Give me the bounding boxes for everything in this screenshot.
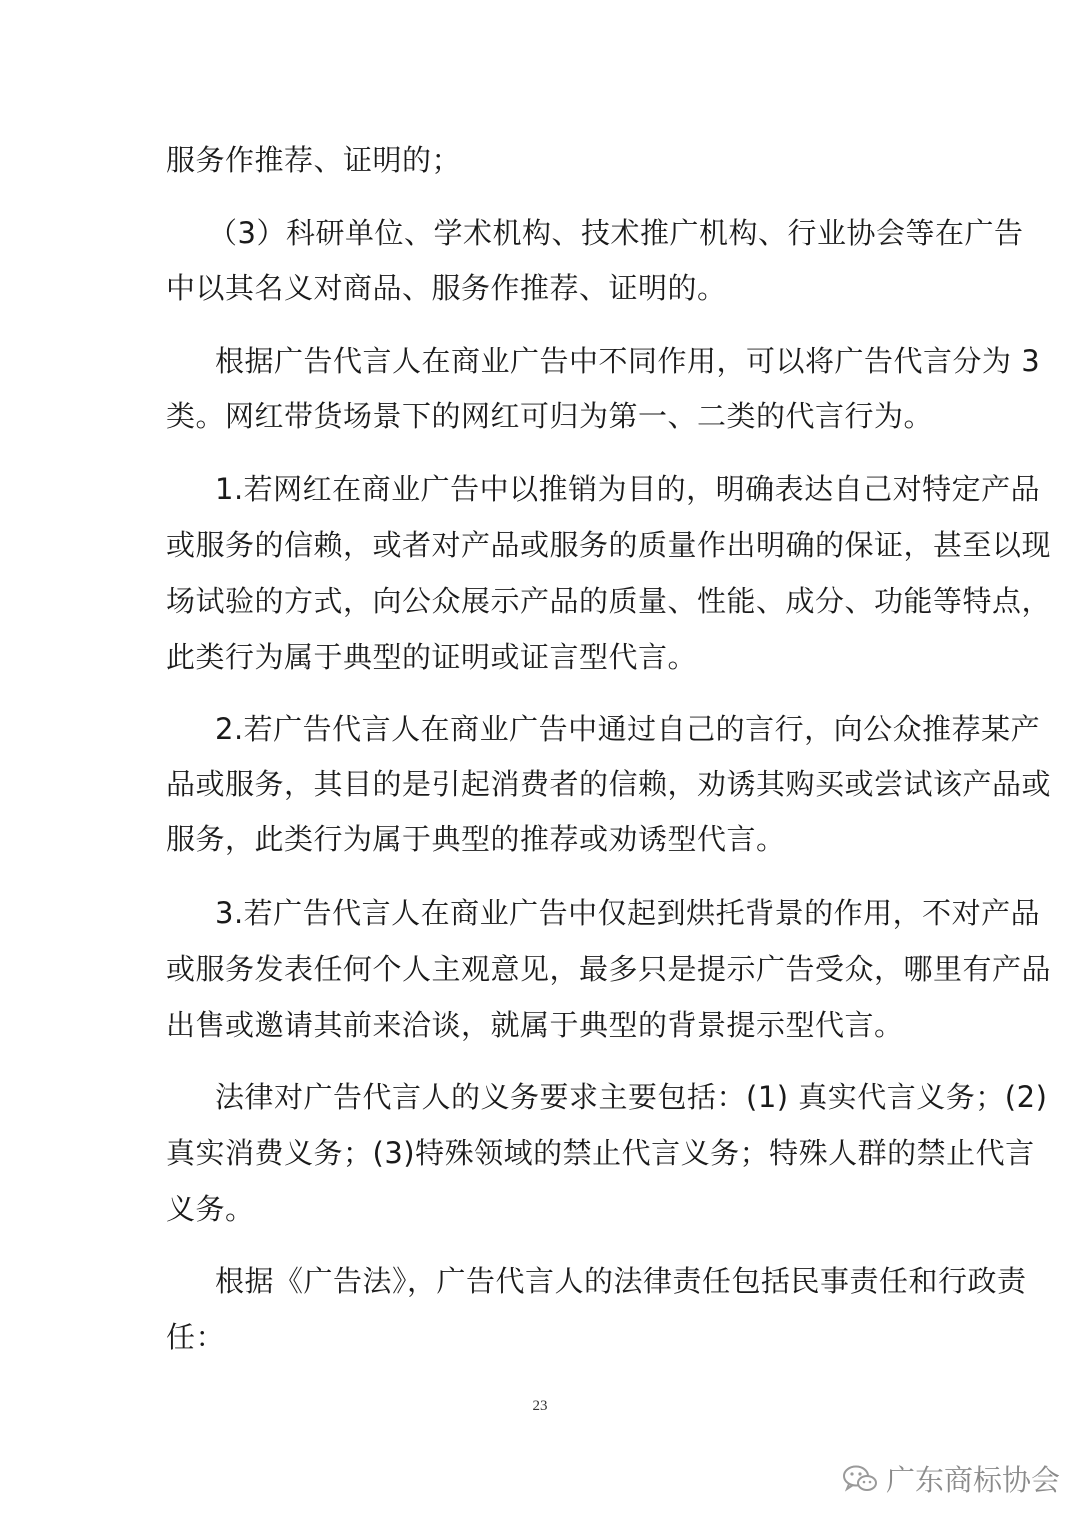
text-line: 任：: [166, 1320, 226, 1354]
text-line: 中以其名义对商品、服务作推荐、证明的。: [166, 271, 727, 305]
text-line: 或服务的信赖，或者对产品或服务的质量作出明确的保证，甚至以现: [166, 528, 1052, 562]
text-line: 义务。: [166, 1192, 255, 1226]
watermark-text: 广东商标协会: [886, 1463, 1061, 1497]
text-line: 品或服务，其目的是引起消费者的信赖，劝诱其购买或尝试该产品或: [166, 767, 1052, 801]
text-line: 根据广告代言人在商业广告中不同作用，可以将广告代言分为 3: [215, 344, 1041, 378]
page-number: 23: [532, 1398, 548, 1414]
text-line: 法律对广告代言人的义务要求主要包括：(1) 真实代言义务；(2): [215, 1080, 1048, 1114]
text-line: 根据《广告法》，广告代言人的法律责任包括民事责任和行政责: [215, 1264, 1027, 1298]
text-line: 3.若广告代言人在商业广告中仅起到烘托背景的作用，不对产品: [215, 896, 1041, 930]
text-line: 真实消费义务；(3)特殊领域的禁止代言义务；特殊人群的禁止代言: [166, 1136, 1035, 1170]
wechat-icon: [842, 1464, 878, 1494]
text-line: 服务，此类行为属于典型的推荐或劝诱型代言。: [166, 822, 786, 856]
text-line: 场试验的方式，向公众展示产品的质量、性能、成分、功能等特点，: [166, 584, 1052, 618]
text-line: 服务作推荐、证明的；: [166, 143, 462, 177]
text-line: 2.若广告代言人在商业广告中通过自己的言行，向公众推荐某产: [215, 712, 1041, 746]
text-line: 出售或邀请其前来洽谈，就属于典型的背景提示型代言。: [166, 1008, 904, 1042]
text-line: 类。网红带货场景下的网红可归为第一、二类的代言行为。: [166, 399, 934, 433]
text-line: 此类行为属于典型的证明或证言型代言。: [166, 640, 698, 674]
text-line: 或服务发表任何个人主观意见，最多只是提示广告受众，哪里有产品: [166, 952, 1052, 986]
watermark: [842, 1458, 1060, 1499]
text-line: （3）科研单位、学术机构、技术推广机构、行业协会等在广告: [208, 216, 1024, 250]
text-line: 1.若网红在商业广告中以推销为目的，明确表达自己对特定产品: [215, 472, 1041, 506]
